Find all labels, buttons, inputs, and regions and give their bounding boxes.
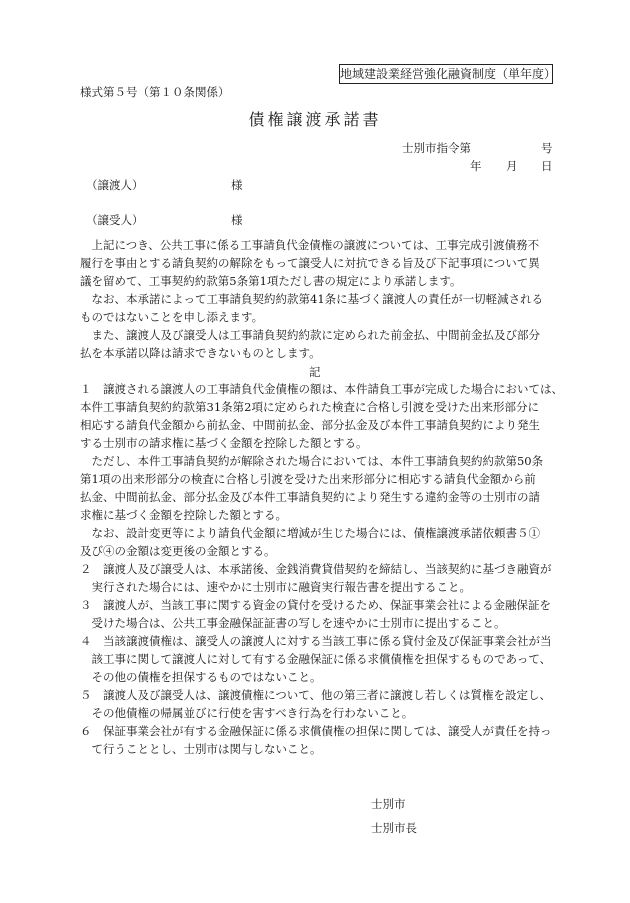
body-line: また、譲渡人及び譲受人は工事請負契約約款に定められた前金払、中間前金払及び部分 bbox=[80, 328, 540, 342]
body-line: 履行を事由とする請負契約の解除をもって譲受人に対抗できる旨及び下記事項について異 bbox=[80, 256, 540, 270]
item-line: ただし、本件工事請負契約が解除された場合においては、本件工事請負契約約款第50条 bbox=[80, 454, 544, 468]
body-line: なお、本承諾によって工事請負契約約款第41条に基づく譲渡人の責任が一切軽減される bbox=[80, 292, 544, 306]
date-day: 日 bbox=[541, 159, 553, 173]
date-year: 年 bbox=[470, 159, 482, 173]
item-line: 及び④の金額は変更後の金額とする。 bbox=[80, 544, 276, 558]
item-line: 実行された場合には、速やかに士別市に融資実行報告書を提出すること。 bbox=[80, 580, 471, 594]
ki-heading: 記 bbox=[309, 365, 321, 379]
item-line: する士別市の請求権に基づく金額を控除した額とする。 bbox=[80, 436, 368, 450]
signature-mayor: 士別市長 bbox=[371, 821, 417, 835]
item-line: 受けた場合は、公共工事金融保証証書の写しを速やかに士別市に提出すること。 bbox=[80, 616, 506, 630]
body-line: 議を留めて、工事契約約款第5条第1項ただし書の規定により承諾します。 bbox=[80, 274, 462, 288]
item-line: その他の債権を担保するものではないこと。 bbox=[80, 670, 322, 684]
ref-number-suffix: 号 bbox=[541, 141, 553, 155]
item-line: 求権に基づく金額を控除した額とする。 bbox=[80, 508, 287, 522]
assignee-honorific: 様 bbox=[231, 213, 243, 227]
item-line: ５ 譲渡人及び譲受人は、譲渡債権について、他の第三者に譲渡し若しくは質権を設定し、 bbox=[80, 688, 552, 702]
date-month: 月 bbox=[506, 159, 518, 173]
item-line: その他債権の帰属並びに行使を害すべき行為を行わないこと。 bbox=[80, 706, 414, 720]
assignor-label: （譲渡人） bbox=[86, 178, 144, 192]
item-line: ４ 当該譲渡債権は、譲受人の譲渡人に対する当該工事に係る貸付金及び保証事業会社が当 bbox=[80, 634, 552, 648]
assignor-honorific: 様 bbox=[231, 178, 243, 192]
document-title: 債権譲渡承諾書 bbox=[248, 110, 382, 129]
item-line: ３ 譲渡人が、当該工事に関する資金の貸付を受けるため、保証事業会社による金融保証を bbox=[80, 598, 552, 612]
program-name-box: 地域建設業経営強化融資制度（単年度） bbox=[339, 64, 553, 84]
item-line: 相応する請負代金額から前払金、中間前払金、部分払金及び本件工事請負契約により発生 bbox=[80, 418, 540, 432]
item-line: 本件工事請負契約約款第31条第2項に定められた検査に合格し引渡を受けた出来形部分に bbox=[80, 400, 539, 414]
item-line: 該工事に関して譲渡人に対して有する金融保証に係る求償債権を担保するものであって、 bbox=[80, 652, 552, 666]
ref-number-label: 士別市指令第 bbox=[402, 141, 471, 155]
item-line: て行うこととし、士別市は関与しないこと。 bbox=[80, 742, 322, 756]
body-line: ものではないことを申し添えます。 bbox=[80, 310, 264, 324]
signature-city: 士別市 bbox=[371, 797, 406, 811]
item-line: ２ 譲渡人及び譲受人は、本承諾後、金銭消費貸借契約を締結し、当該契約に基づき融資が bbox=[80, 562, 552, 576]
item-line: 第1項の出来形部分の検査に合格し引渡を受けた出来形部分に相応する請負代金額から前 bbox=[80, 472, 536, 486]
assignee-label: （譲受人） bbox=[86, 213, 144, 227]
item-line: ６ 保証事業会社が有する金融保証に係る求償債権の担保に関しては、譲受人が責任を持っ bbox=[80, 724, 552, 738]
item-line: １ 譲渡される譲渡人の工事請負代金債権の額は、本件請負工事が完成した場合においては、 bbox=[80, 382, 563, 396]
item-line: 払金、中間前払金、部分払金及び本件工事請負契約により発生する違約金等の士別市の請 bbox=[80, 490, 540, 504]
form-number: 様式第５号（第１０条関係） bbox=[80, 85, 230, 99]
item-line: なお、設計変更等により請負代金額に増減が生じた場合には、債権譲渡承諾依頼書５① bbox=[80, 526, 540, 540]
body-line: 払を本承諾以降は請求できないものとします。 bbox=[80, 346, 321, 360]
body-line: 上記につき、公共工事に係る工事請負代金債権の譲渡については、工事完成引渡債務不 bbox=[80, 238, 540, 252]
